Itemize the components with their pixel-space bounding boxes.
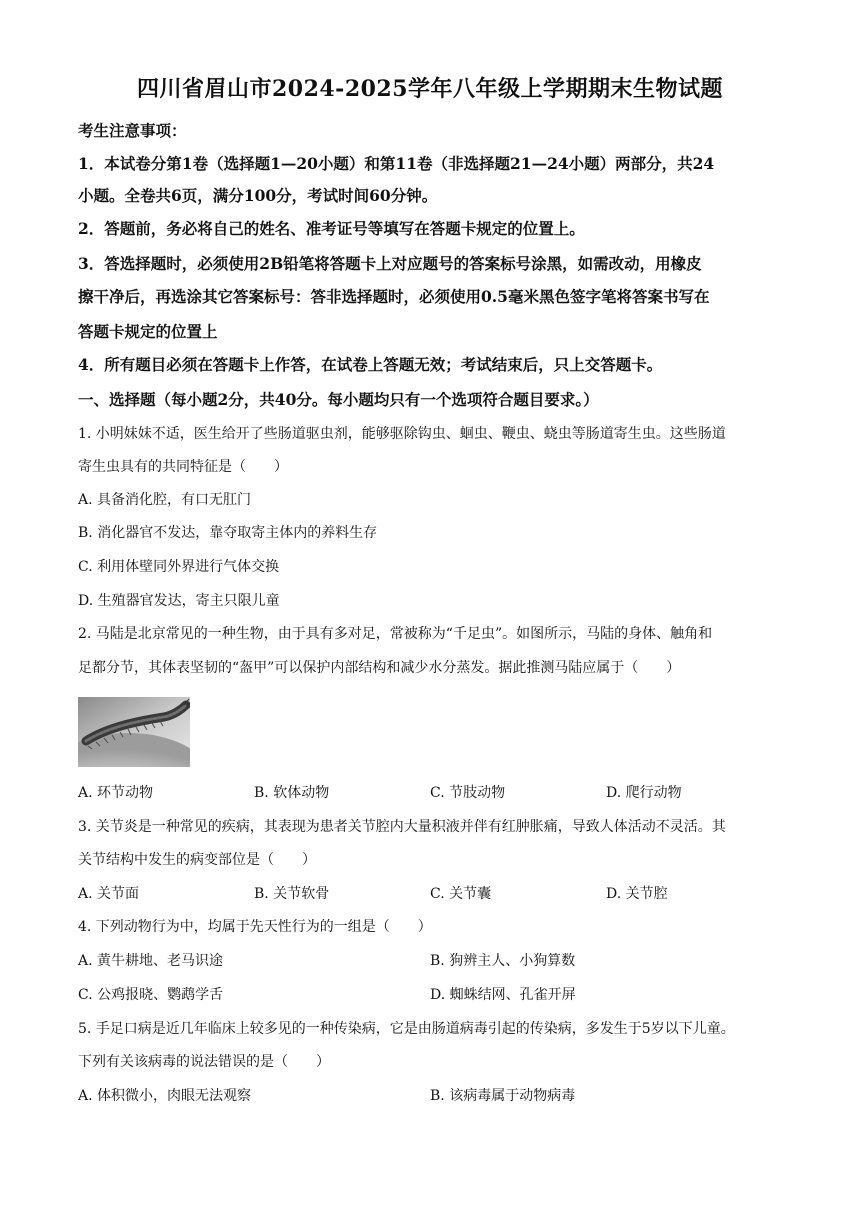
question-3-stem: 3. 关节炎是一种常见的疾病，其表现为患者关节腔内大量积液并伴有红肿胀痛，导致人体活动不灵活。其 <box>78 819 726 835</box>
question-2-option-b: B. 软体动物 <box>254 785 330 801</box>
question-4-option-c: C. 公鸡报晓、鹦鹉学舌 <box>78 987 224 1003</box>
question-2-stem: 2. 马陆是北京常见的一种生物，由于具有多对足，常被称为“千足虫”。如图所示，马陆的身体、触角和 <box>78 626 713 642</box>
notice-heading: 考生注意事项： <box>78 121 187 140</box>
question-5-option-a: A. 体积微小，肉眼无法观察 <box>78 1088 252 1104</box>
page-title: 四川省眉山市2024-2025学年八年级上学期期末生物试题 <box>136 76 724 102</box>
question-5-option-b: B. 该病毒属于动物病毒 <box>430 1088 576 1104</box>
notice-item: 小题。全卷共6页，满分100分，考试时间60分钟。 <box>78 186 438 205</box>
question-1-option-d: D. 生殖器官发达，寄主只限儿童 <box>78 593 280 609</box>
question-4-stem: 4. 下列动物行为中，均属于先天性行为的一组是（ ） <box>78 919 432 935</box>
question-2-option-d: D. 爬行动物 <box>606 785 682 801</box>
question-4-option-b: B. 狗辨主人、小狗算数 <box>430 953 576 969</box>
notice-item: 2．答题前，务必将自己的姓名、准考证号等填写在答题卡规定的位置上。 <box>78 219 585 238</box>
question-3-option-a: A. 关节面 <box>78 886 140 902</box>
notice-item: 3．答选择题时，必须使用2B铅笔将答题卡上对应题号的答案标号涂黑，如需改动，用橡皮 <box>78 254 702 273</box>
question-3-option-c: C. 关节囊 <box>430 886 492 902</box>
question-4-option-d: D. 蜘蛛结网、孔雀开屏 <box>430 987 576 1003</box>
notice-item: 答题卡规定的位置上 <box>78 322 218 341</box>
question-2-stem: 足都分节，其体表坚韧的“盔甲”可以保护内部结构和减少水分蒸发。据此推测马陆应属于（ ） <box>78 660 681 676</box>
question-3-option-b: B. 关节软骨 <box>254 886 330 902</box>
question-2-option-c: C. 节肢动物 <box>430 785 506 801</box>
question-5-stem: 下列有关该病毒的说法错误的是（ ） <box>78 1054 330 1070</box>
question-1-stem: 1. 小明妹妹不适，医生给开了些肠道驱虫剂，能够驱除钩虫、蛔虫、鞭虫、蛲虫等肠道寄生虫。这些肠道 <box>78 426 726 442</box>
notice-item: 擦干净后，再选涂其它答案标号：答非选择题时，必须使用0.5毫米黑色签字笔将答案书写在 <box>78 287 710 306</box>
question-1-option-c: C. 利用体壁同外界进行气体交换 <box>78 559 280 575</box>
notice-item: 1．本试卷分第1卷（选择题1—20小题）和第11卷（非选择题21—24小题）两部分，共24 <box>78 154 715 173</box>
question-2-option-a: A. 环节动物 <box>78 785 154 801</box>
question-1-stem: 寄生虫具有的共同特征是（ ） <box>78 459 288 475</box>
question-5-stem: 5. 手足口病是近几年临床上较多见的一种传染病，它是由肠道病毒引起的传染病，多发生于5岁以下儿童。 <box>78 1021 735 1037</box>
question-1-option-b: B. 消化器官不发达，靠夺取寄主体内的养料生存 <box>78 525 378 541</box>
section-heading: 一、选择题（每小题2分，共40分。每小题均只有一个选项符合题目要求。） <box>78 390 599 409</box>
question-3-stem: 关节结构中发生的病变部位是（ ） <box>78 852 316 868</box>
question-1-option-a: A. 具备消化腔，有口无肛门 <box>78 492 252 508</box>
question-4-option-a: A. 黄牛耕地、老马识途 <box>78 953 224 969</box>
notice-item: 4．所有题目必须在答题卡上作答，在试卷上答题无效；考试结束后，只上交答题卡。 <box>78 355 663 374</box>
millipede-photo <box>78 697 190 767</box>
question-3-option-d: D. 关节腔 <box>606 886 668 902</box>
